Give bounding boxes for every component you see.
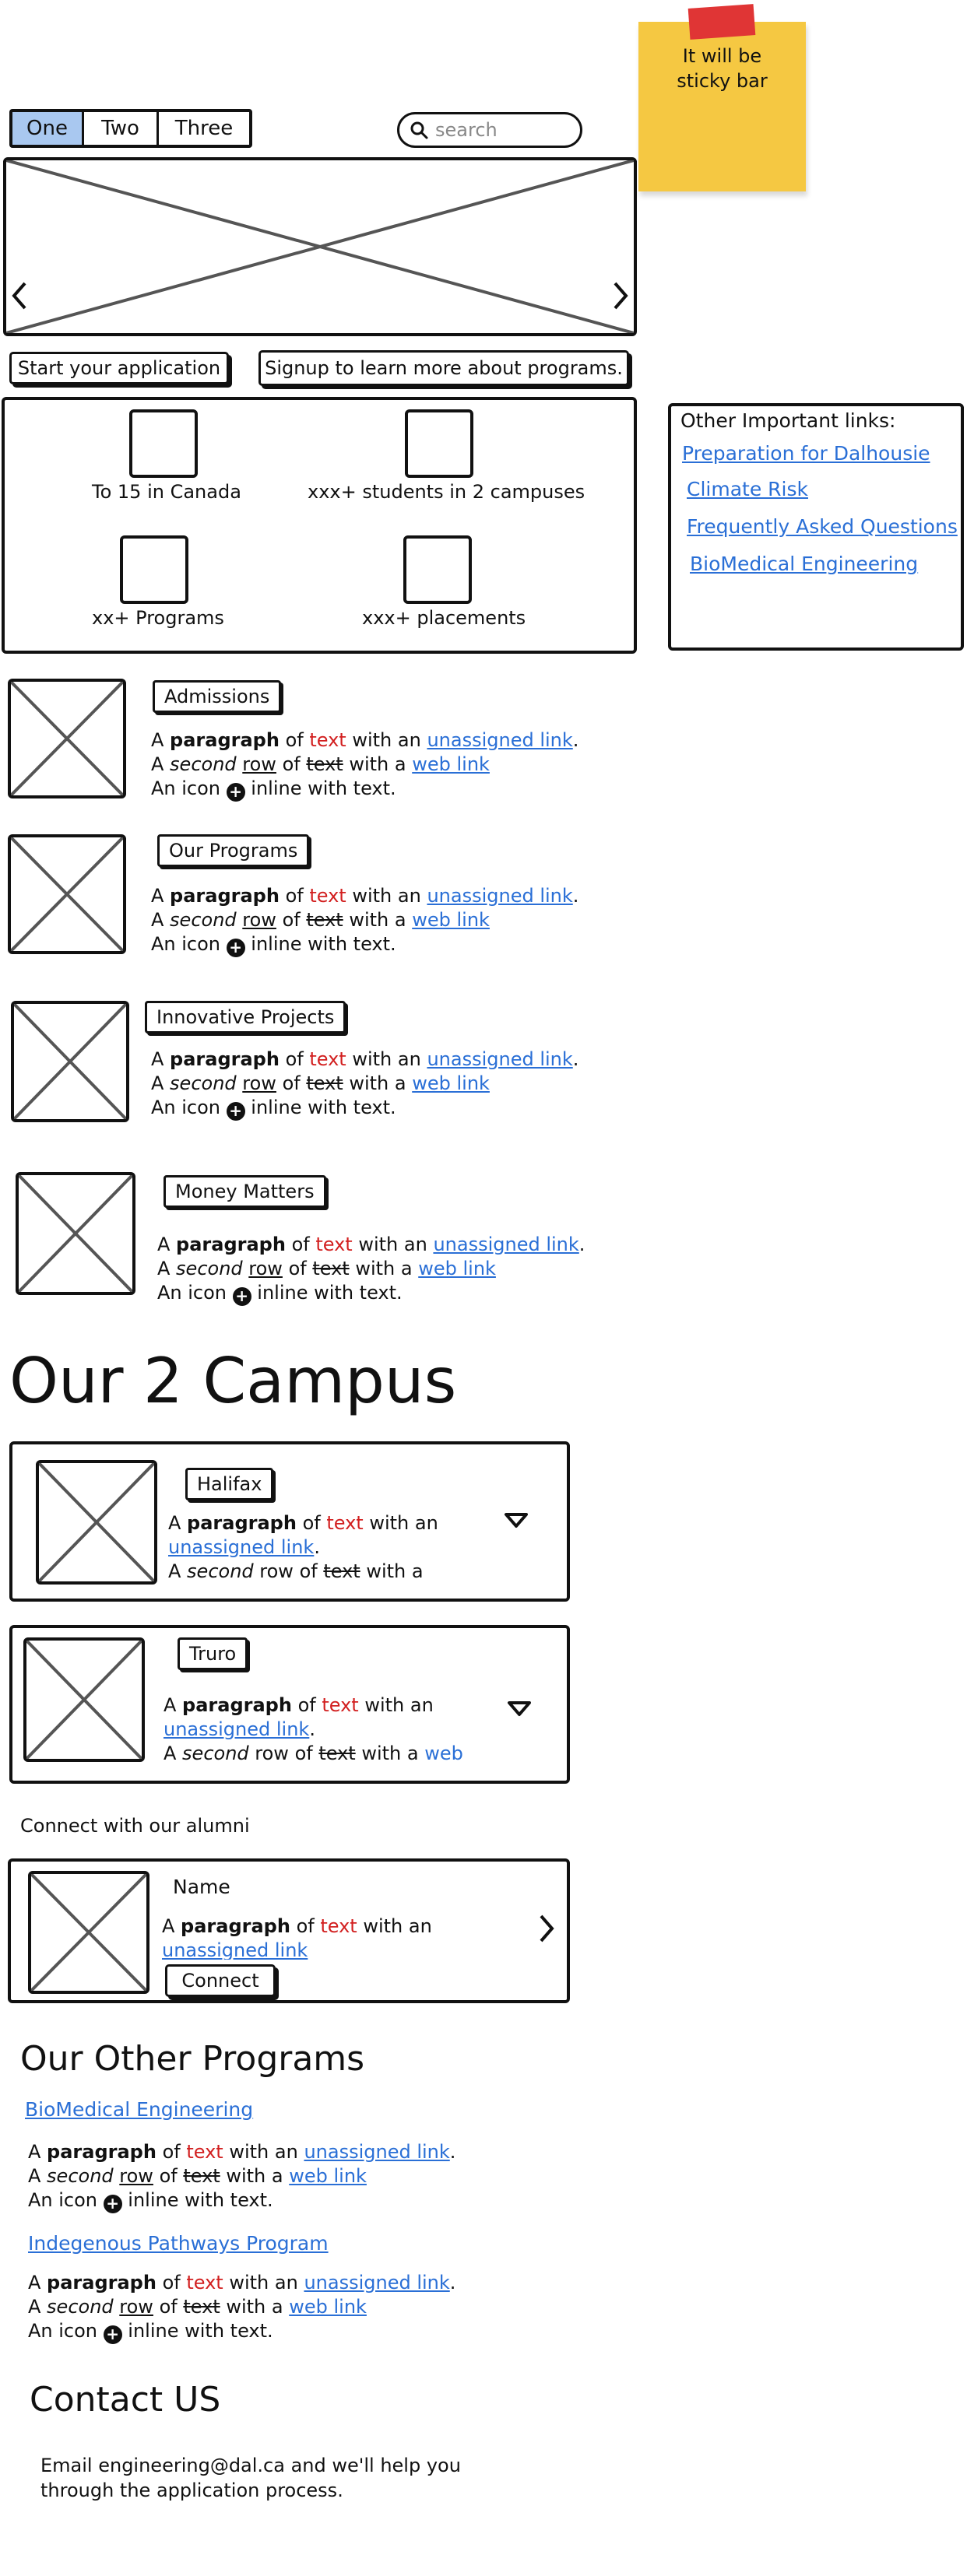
plus-circle-icon: + [227, 939, 245, 957]
para-text: of [288, 1742, 319, 1764]
para-text: with a [343, 753, 413, 775]
chevron-right-icon[interactable] [537, 1913, 556, 1944]
para-text: with a [343, 1072, 413, 1094]
para-text: of [276, 753, 307, 775]
start-application-button[interactable]: Start your application [9, 352, 229, 384]
para-text: with a [220, 2296, 290, 2318]
para-text: A [164, 1694, 183, 1716]
program-link-biomedical[interactable]: BioMedical Engineering [25, 2098, 254, 2121]
para-underline: row [242, 1072, 276, 1094]
campus-heading: Our 2 Campus [9, 1345, 457, 1417]
image-placeholder-icon [26, 1641, 142, 1759]
para-italic: second [170, 1072, 237, 1094]
para-italic: second [170, 753, 237, 775]
para-text: inline with text. [244, 1097, 396, 1118]
web-link[interactable]: web link [289, 2296, 367, 2318]
para-text: . [572, 885, 579, 907]
para-bold: paragraph [181, 1915, 290, 1937]
para-text: of [153, 2165, 184, 2187]
unassigned-link[interactable]: unassigned link [162, 1939, 308, 1960]
unassigned-link[interactable]: unassigned link [433, 1234, 579, 1255]
projects-image [11, 1001, 129, 1122]
para-text: . [309, 1718, 315, 1740]
para-text: A [28, 2272, 47, 2293]
para-red-text: text [309, 729, 346, 751]
para-text: of [285, 1234, 316, 1255]
tab-one[interactable]: One [12, 112, 84, 145]
search-icon [409, 120, 429, 140]
tab-three[interactable]: Three [159, 112, 249, 145]
plus-circle-icon: + [104, 2195, 122, 2213]
para-text: of [279, 1048, 310, 1070]
para-text: with a [349, 1258, 419, 1279]
para-text: with an [346, 885, 427, 907]
unassigned-link[interactable]: unassigned link [304, 2272, 450, 2293]
para-text: An icon [28, 2189, 104, 2211]
stat-icon-students [405, 409, 473, 478]
para-text: inline with text. [251, 1282, 403, 1304]
image-placeholder-icon [31, 1874, 146, 1991]
para-text: A [28, 2141, 47, 2163]
image-placeholder-icon [19, 1175, 132, 1292]
para-red-text: text [322, 1694, 359, 1716]
para-text: of [290, 1915, 321, 1937]
signup-button[interactable]: Signup to learn more about programs. [258, 350, 629, 386]
para-text: inline with text. [121, 2189, 273, 2211]
image-placeholder-icon [14, 1004, 126, 1119]
alumni-paragraph [162, 1914, 505, 1960]
section-title-admissions: Admissions [153, 680, 281, 713]
para-text: with an [346, 1048, 427, 1070]
para-bold: paragraph [187, 1512, 297, 1534]
para-text: of [156, 2141, 187, 2163]
para-text: A [164, 1742, 183, 1764]
unassigned-link[interactable]: unassigned link [427, 885, 573, 907]
para-text: of [291, 1694, 322, 1716]
para-text: . [449, 2141, 456, 2163]
para-text: . [572, 729, 579, 751]
para-text: row [259, 1560, 294, 1578]
para-underline: row [119, 2165, 153, 2187]
para-text: A [151, 909, 171, 931]
para-text: An icon [157, 1282, 233, 1304]
alumni-image [28, 1871, 149, 1994]
para-italic: second [47, 2165, 114, 2187]
para-text: . [578, 1234, 585, 1255]
para-bold: paragraph [176, 1234, 286, 1255]
image-placeholder-icon [6, 160, 634, 333]
para-red-text: text [186, 2141, 223, 2163]
sticky-note [638, 22, 806, 191]
para-text: with an [346, 729, 427, 751]
para-text: with an [223, 2141, 304, 2163]
para-italic: second [182, 1742, 249, 1764]
tab-two[interactable]: Two [84, 112, 159, 145]
contact-line: Email engineering@dal.ca and we'll help you [40, 2455, 461, 2476]
link-preparation[interactable]: Preparation for Dalhousie [682, 442, 930, 465]
money-paragraph [157, 1233, 585, 1306]
stat-icon-programs [120, 535, 188, 604]
para-strike: text [323, 1560, 360, 1578]
para-text: of [293, 1560, 324, 1578]
para-strike: text [312, 1258, 350, 1279]
connect-button[interactable]: Connect [165, 1964, 276, 1997]
para-red-text: text [186, 2272, 223, 2293]
para-text: An icon [151, 933, 227, 955]
para-text: of [296, 1512, 327, 1534]
para-text: with a [360, 1560, 424, 1578]
truro-paragraph [164, 1693, 506, 1767]
campus-title-halifax: Halifax [185, 1468, 273, 1500]
sticky-note-text: It will be sticky bar [677, 45, 768, 92]
unassigned-link[interactable]: unassigned link [427, 729, 573, 751]
para-text: A [151, 885, 171, 907]
para-bold: paragraph [47, 2141, 156, 2163]
para-text: . [572, 1048, 579, 1070]
para-underline: row [242, 909, 276, 931]
image-placeholder-icon [39, 1463, 154, 1581]
para-text: with an [357, 1915, 432, 1937]
para-text: inline with text. [244, 777, 396, 799]
stat-label-students: xxx+ students in 2 campuses [308, 481, 585, 503]
important-links-title: Other Important links: [680, 409, 896, 432]
para-text: A [151, 753, 171, 775]
para-bold: paragraph [170, 885, 280, 907]
section-title-projects: Innovative Projects [145, 1001, 346, 1034]
plus-circle-icon: + [233, 1287, 251, 1306]
para-text: A [28, 2165, 47, 2187]
para-text: with a [220, 2165, 290, 2187]
stat-label-placements: xxx+ placements [362, 607, 526, 629]
para-strike: text [183, 2296, 220, 2318]
programs-paragraph [151, 884, 578, 957]
para-text: A [151, 1048, 171, 1070]
other-programs-heading: Our Other Programs [20, 2039, 365, 2079]
admissions-paragraph [151, 728, 578, 802]
money-image [16, 1172, 135, 1295]
web-link[interactable]: web link [418, 1258, 496, 1279]
unassigned-link[interactable]: unassigned link [427, 1048, 573, 1070]
program-link-indigenous[interactable]: Indegenous Pathways Program [28, 2232, 329, 2255]
unassigned-link[interactable]: unassigned link [168, 1536, 315, 1558]
para-text: of [276, 1072, 307, 1094]
section-title-money: Money Matters [164, 1175, 326, 1208]
search-input[interactable]: search [435, 119, 498, 141]
para-text: of [279, 729, 310, 751]
search-box[interactable] [397, 112, 582, 148]
stat-label-programs: xx+ Programs [92, 607, 224, 629]
programs-image [8, 834, 126, 954]
para-text: with a [343, 909, 413, 931]
para-text: row [255, 1742, 289, 1764]
nav-tabs [9, 109, 252, 148]
para-text: An icon [151, 777, 227, 799]
para-text: An icon [28, 2320, 104, 2342]
projects-paragraph [151, 1048, 578, 1121]
section-title-programs: Our Programs [157, 834, 309, 867]
link-biomedical[interactable]: BioMedical Engineering [690, 553, 919, 575]
para-text: of [153, 2296, 184, 2318]
hero-carousel[interactable] [3, 157, 637, 336]
para-strike: text [183, 2165, 220, 2187]
truro-image [23, 1637, 145, 1762]
para-text: . [314, 1536, 320, 1558]
para-text: with an [352, 1234, 434, 1255]
web-link[interactable]: web link [289, 2165, 367, 2187]
para-underline: row [248, 1258, 283, 1279]
para-red-text: text [315, 1234, 353, 1255]
web-link[interactable]: web [424, 1742, 463, 1764]
para-strike: text [318, 1742, 356, 1764]
para-strike: text [306, 753, 343, 775]
web-link[interactable]: web link [412, 909, 490, 931]
image-placeholder-icon [11, 682, 123, 795]
campus-title-truro: Truro [178, 1637, 248, 1670]
carousel-next-icon[interactable] [610, 280, 631, 311]
para-italic: second [170, 909, 237, 931]
plus-circle-icon: + [227, 1102, 245, 1121]
link-faq[interactable]: Frequently Asked Questions [687, 515, 958, 538]
para-text: A [162, 1915, 181, 1937]
unassigned-link[interactable]: unassigned link [164, 1718, 310, 1740]
para-bold: paragraph [182, 1694, 292, 1716]
stat-icon-placements [403, 535, 472, 604]
expand-chevron-icon[interactable] [503, 1511, 529, 1530]
para-strike: text [306, 1072, 343, 1094]
web-link[interactable]: web link [412, 753, 490, 775]
expand-chevron-icon[interactable] [506, 1700, 533, 1718]
contact-text [40, 2453, 461, 2503]
para-bold: paragraph [47, 2272, 156, 2293]
carousel-prev-icon[interactable] [9, 280, 30, 311]
unassigned-link[interactable]: unassigned link [304, 2141, 450, 2163]
plus-circle-icon: + [227, 783, 245, 802]
para-underline: row [242, 753, 276, 775]
stat-label-ranking: To 15 in Canada [92, 481, 241, 503]
indigenous-paragraph [28, 2271, 455, 2344]
para-text: A [28, 2296, 47, 2318]
para-text: A [151, 1072, 171, 1094]
plus-circle-icon: + [104, 2325, 122, 2344]
sticky-tape [688, 4, 756, 40]
para-strike: text [306, 909, 343, 931]
contact-line: through the application process. [40, 2479, 343, 2501]
web-link[interactable]: web link [412, 1072, 490, 1094]
para-text: . [449, 2272, 456, 2293]
halifax-image [36, 1460, 157, 1585]
para-text: with an [358, 1694, 434, 1716]
admissions-image [8, 679, 126, 798]
alumni-name: Name [173, 1876, 230, 1898]
para-red-text: text [326, 1512, 364, 1534]
link-climate-risk[interactable]: Climate Risk [687, 478, 808, 500]
para-text: An icon [151, 1097, 227, 1118]
para-italic: second [47, 2296, 114, 2318]
para-text: A [168, 1512, 188, 1534]
para-red-text: text [309, 1048, 346, 1070]
biomedical-paragraph [28, 2140, 455, 2213]
para-text: inline with text. [244, 933, 396, 955]
para-red-text: text [309, 885, 346, 907]
para-text: A [151, 729, 171, 751]
contact-heading: Contact US [30, 2380, 221, 2420]
para-text: with an [223, 2272, 304, 2293]
para-text: with a [355, 1742, 425, 1764]
para-red-text: text [320, 1915, 357, 1937]
para-text: of [282, 1258, 313, 1279]
para-text: of [279, 885, 310, 907]
para-text: of [276, 909, 307, 931]
para-text: inline with text. [121, 2320, 273, 2342]
para-text: of [156, 2272, 187, 2293]
para-text: with an [363, 1512, 438, 1534]
halifax-paragraph [168, 1511, 511, 1578]
para-text: A [157, 1234, 177, 1255]
para-text: A [168, 1560, 188, 1578]
para-italic: second [176, 1258, 243, 1279]
stat-icon-ranking [129, 409, 198, 478]
para-bold: paragraph [170, 729, 280, 751]
alumni-heading: Connect with our alumni [20, 1815, 250, 1837]
para-italic: second [187, 1560, 254, 1578]
image-placeholder-icon [11, 837, 123, 951]
para-bold: paragraph [170, 1048, 280, 1070]
para-text: A [157, 1258, 177, 1279]
para-underline: row [119, 2296, 153, 2318]
